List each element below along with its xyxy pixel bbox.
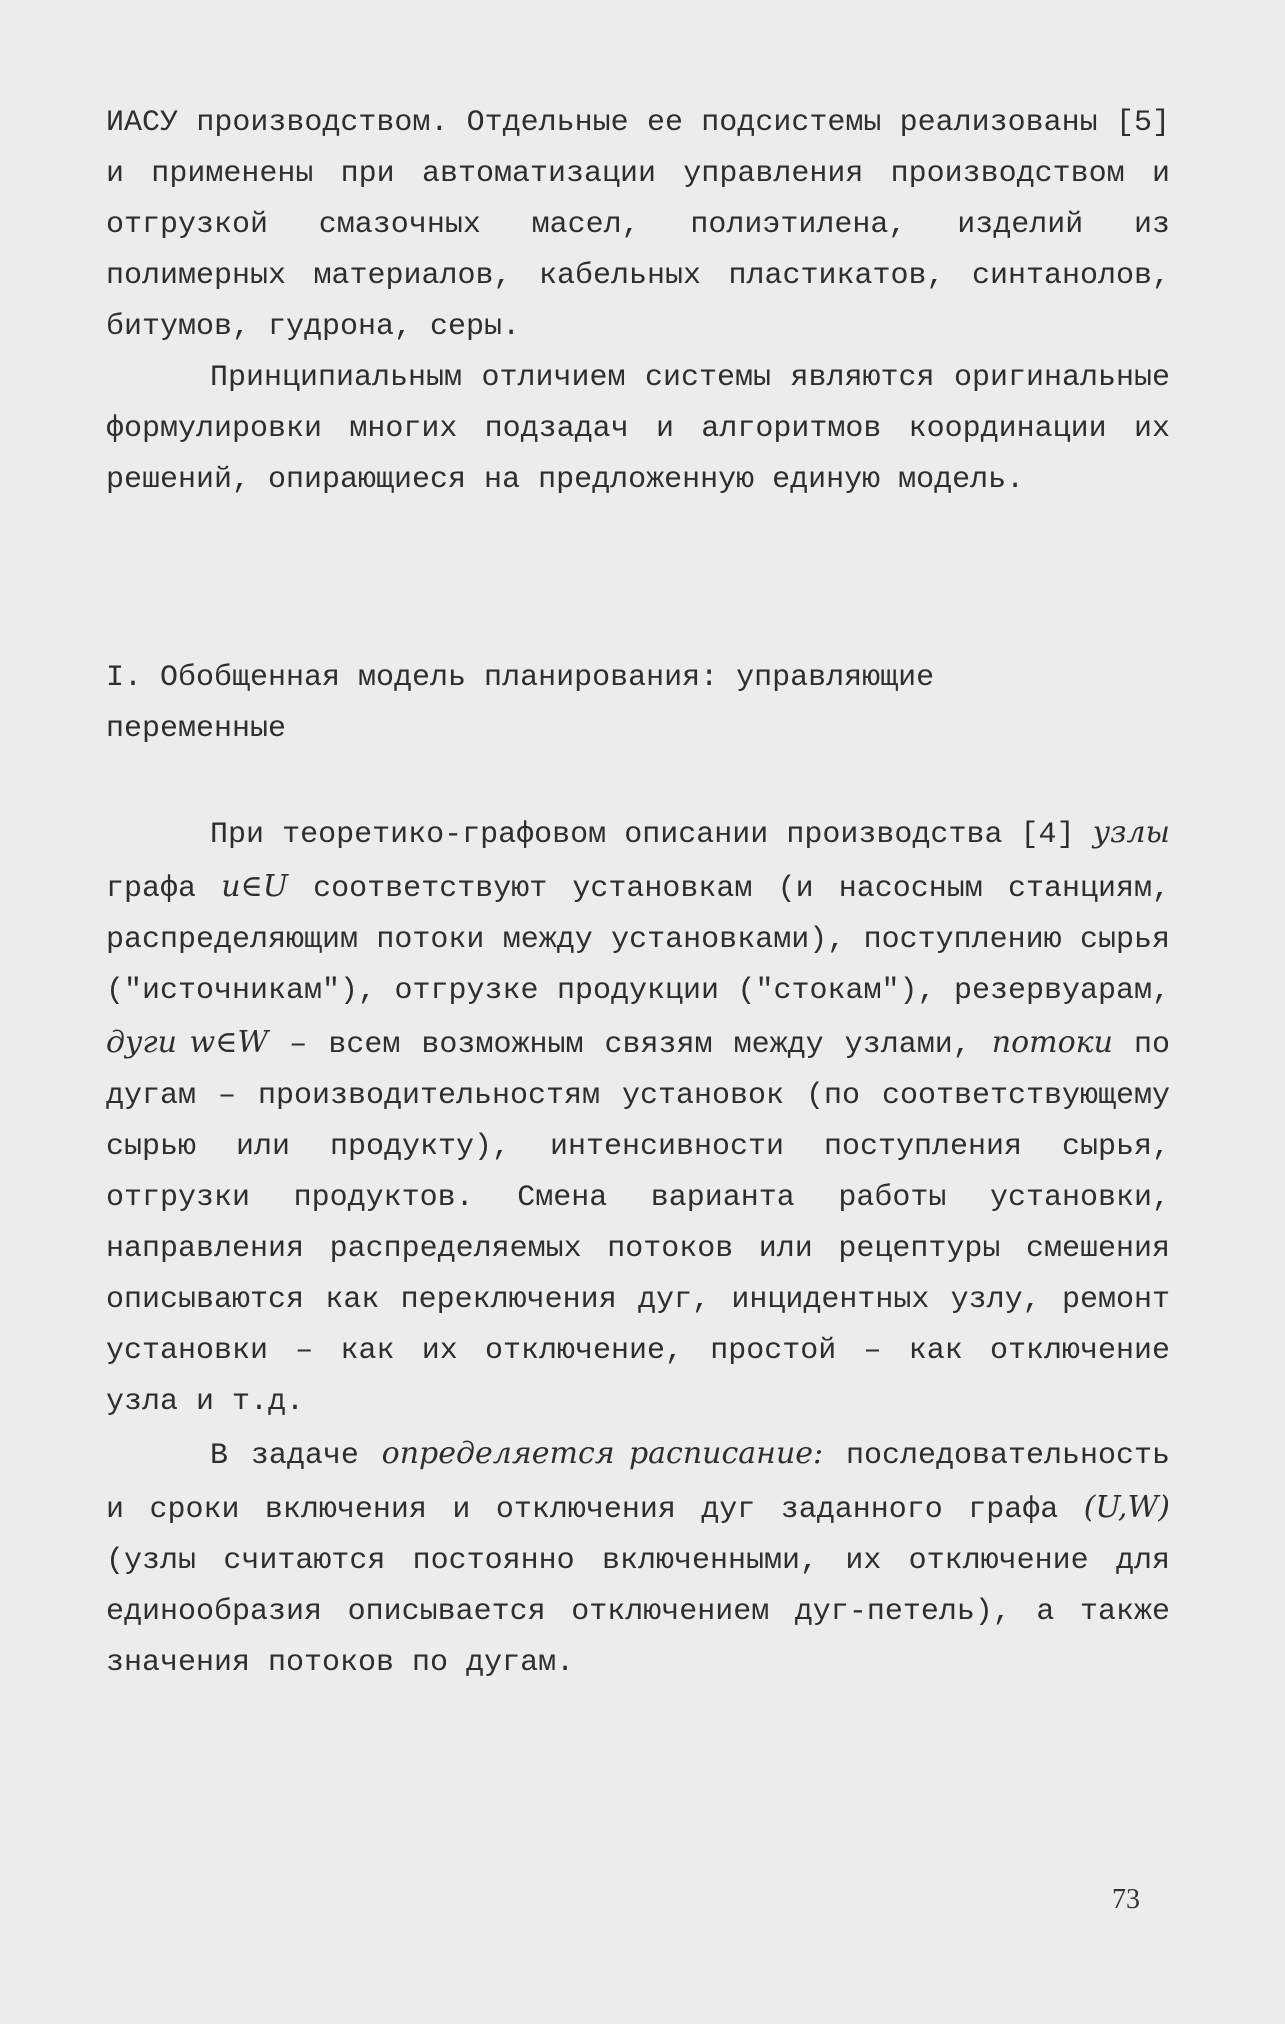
body-text [106, 807, 1170, 1689]
para3-text-1: При теоретико-графовом описании производства [4] [210, 818, 1093, 852]
intro-text [106, 98, 1170, 506]
para3-text-5: по дугам – производительностям установок (по соответствующему сырью или продукту), интенсивности поступления сырья, отгрузки продуктов. Смена варианта работы установки, направления распределяемых потоков или рецептуры смешения описываются как переключения дуг, инцидентных узлу, ремонт установки – как их отключение, простой – как отключение узла и т.д. [106, 1028, 1170, 1419]
page-number: 73 [1112, 1884, 1140, 1915]
para3-text-3: соответствуют установкам (и насосным станциям, распределяющим потоки между установками), поступлению сырья ("источникам"), отгрузке продукции ("стокам"), резервуарам, [106, 872, 1170, 1008]
paragraph-graph-description [106, 807, 1170, 1428]
term-node-set: u∈U [221, 869, 288, 904]
para4-text-3: (узлы считаются постоянно включенными, их отключение для единообразия описывается отключением дуг-петель), а также значения потоков по дугам. [106, 1544, 1170, 1680]
para3-text-2: графа [106, 872, 222, 906]
term-flows: потоки [991, 1025, 1113, 1060]
intro-paragraph-2: Принципиальным отличием системы являются оригинальные формулировки многих подзадач и алгоритмов координации их решений, опирающиеся на предложенную единую модель. [106, 361, 1170, 497]
intro-paragraph-1: ИАСУ производством. Отдельные ее подсистемы реализованы [5] и применены при автоматизации управления производством и отгрузкой смазочных масел, полиэтилена, изделий из полимерных материалов, кабельных пластикатов, синтанолов, битумов, гудрона, серы. [106, 106, 1170, 344]
paragraph-schedule [106, 1428, 1170, 1689]
term-graph: (U,W) [1083, 1490, 1170, 1525]
section-heading: I. Обобщенная модель планирования: управляющие переменные [106, 661, 935, 746]
para4-text-2: последовательность и сроки включения и отключения дуг заданного графа [106, 1439, 1171, 1527]
para4-text-1: В задаче [210, 1439, 382, 1473]
para3-text-4: – всем возможным связям между узлами, [268, 1028, 992, 1062]
term-arcs: дуги w∈W [106, 1025, 269, 1060]
term-nodes: узлы [1092, 815, 1170, 850]
term-schedule: определяется расписание: [381, 1436, 824, 1471]
